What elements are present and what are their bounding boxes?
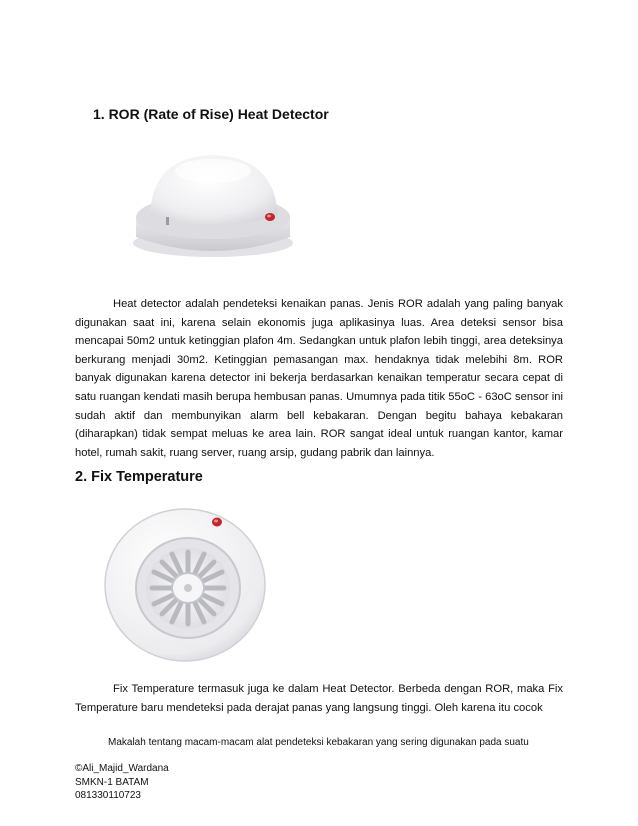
ror-heat-detector-image xyxy=(128,145,298,265)
fix-temperature-detector-image xyxy=(100,500,270,665)
section-1-heading: 1. ROR (Rate of Rise) Heat Detector xyxy=(93,106,329,122)
footer-phone: 081330110723 xyxy=(75,790,141,801)
section-2-paragraph: Fix Temperature termasuk juga ke dalam Heat Detector. Berbeda dengan ROR, maka Fix Temperature baru mendeteksi pada derajat panas yang langsung tinggi. Oleh karena itu cocok xyxy=(75,683,563,714)
section-1-paragraph: Heat detector adalah pendeteksi kenaikan panas. Jenis ROR adalah yang paling banyak digunakan saat ini, karena selain ekonomis juga aplikasinya luas. Area deteksi sensor bisa mencapai 50m2 untuk ketinggian plafon 4m. Sedangkan untuk plafon lebih tinggi, area deteksinya berkurang menjadi 30m2. Ketinggian pemasangan max. hendaknya tidak melebihi 8m. ROR banyak digunakan karena detector ini bekerja berdasarkan kenaikan temperatur secara cepat di satu ruangan kendati masih berupa hembusan panas. Umumnya pada titik 55oC - 63oC sensor ini sudah aktif dan membunyikan alarm bell kebakaran. Dengan begitu bahaya kebakaran (diharapkan) tidak sempat meluas ke area lain. ROR sangat ideal untuk ruangan kantor, kamar hotel, rumah sakit, ruang server, ruang arsip, gudang pabrik dan lainnya. xyxy=(75,298,563,459)
footer-author: ©Ali_Majid_Wardana xyxy=(75,763,169,774)
footer-school: SMKN-1 BATAM xyxy=(75,776,149,788)
footer-info xyxy=(75,762,169,803)
footer-note: Makalah tentang macam-macam alat pendeteksi kebakaran yang sering digunakan pada suatu xyxy=(108,737,529,748)
section-2-heading: 2. Fix Temperature xyxy=(75,469,203,485)
